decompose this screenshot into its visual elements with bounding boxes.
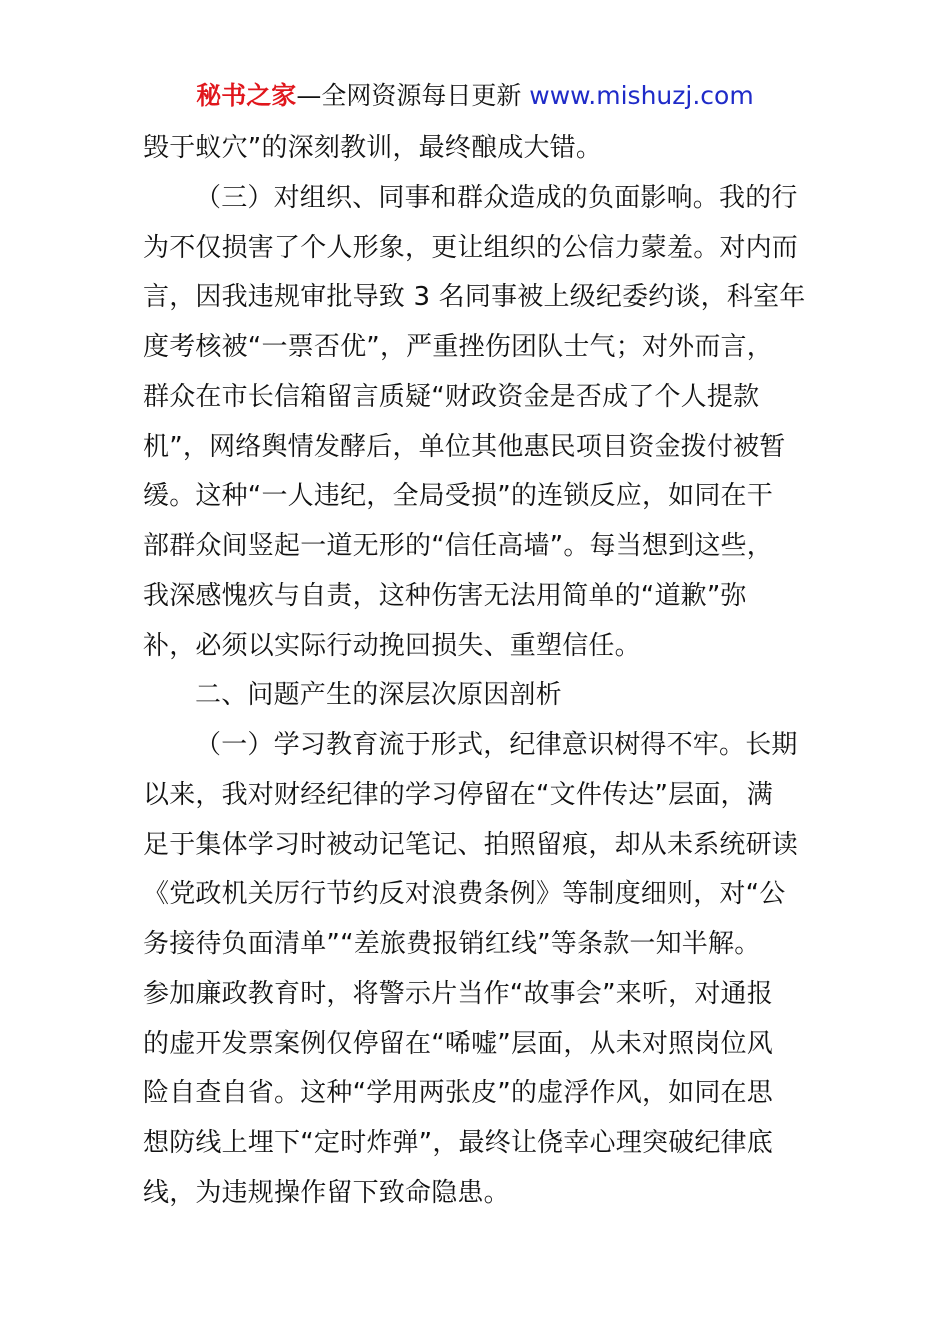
text-line: 度考核被“一票否优”，严重挫伤团队士气；对外而言， [143,332,773,362]
text-line: 群众在市长信箱留言质疑“财政资金是否成了个人提款 [143,381,760,412]
text-line: （三）对组织、同事和群众造成的负面影响。我的行 [195,182,798,213]
text-line: 《党政机关厉行节约反对浪费条例》等制度细则，对“公 [143,879,786,910]
text-line: 险自查自省。这种“学用两张皮”的虚浮作风，如同在思 [143,1078,773,1109]
text-line: 以来，我对财经纪律的学习停留在“文件传达”层面，满 [143,779,773,810]
site-tagline: —全网资源每日更新 [296,81,530,110]
text-line: 补，必须以实际行动挽回损失、重塑信任。 [143,630,641,661]
text-line: 想防线上埋下“定时炸弹”，最终让侥幸心理突破纪律底 [143,1128,773,1158]
text-line: （一）学习教育流于形式，纪律意识树得不牢。长期 [195,730,798,760]
text-line: 二、问题产生的深层次原因剖析 [195,680,562,711]
text-line: 部群众间竖起一道无形的“信任高墙”。每当想到这些， [143,531,773,561]
text-line: 毁于蚁穴”的深刻教训，最终酿成大错。 [143,133,603,163]
text-line: 务接待负面清单”“差旅费报销红线”等条款一知半解。 [143,929,761,959]
text-line: 缓。这种“一人违纪，全局受损”的连锁反应，如同在干 [143,481,773,512]
text-line: 线，为违规操作留下致命隐患。 [143,1177,510,1208]
text-line: 的虚开发票案例仅停留在“唏嘘”层面，从未对照岗位风 [143,1028,773,1059]
site-brand: 秘书之家 [196,81,297,110]
text-line: 我深感愧疚与自责，这种伤害无法用简单的“道歉”弥 [143,580,747,611]
text-line: 机”，网络舆情发酵后，单位其他惠民项目资金拨付被暂 [143,431,786,462]
site-url-link[interactable]: www.mishuzj.com [529,81,754,110]
document-body [143,124,813,1219]
text-line: 参加廉政教育时，将警示片当作“故事会”来听，对通报 [143,978,773,1009]
text-line: 为不仅损害了个人形象，更让组织的公信力蒙羞。对内而 [143,232,799,263]
site-header [0,78,950,114]
text-line: 足于集体学习时被动记笔记、拍照留痕，却从未系统研读 [143,829,799,860]
text-line: 言，因我违规审批导致 3 名同事被上级纪委约谈，科室年 [143,282,806,313]
